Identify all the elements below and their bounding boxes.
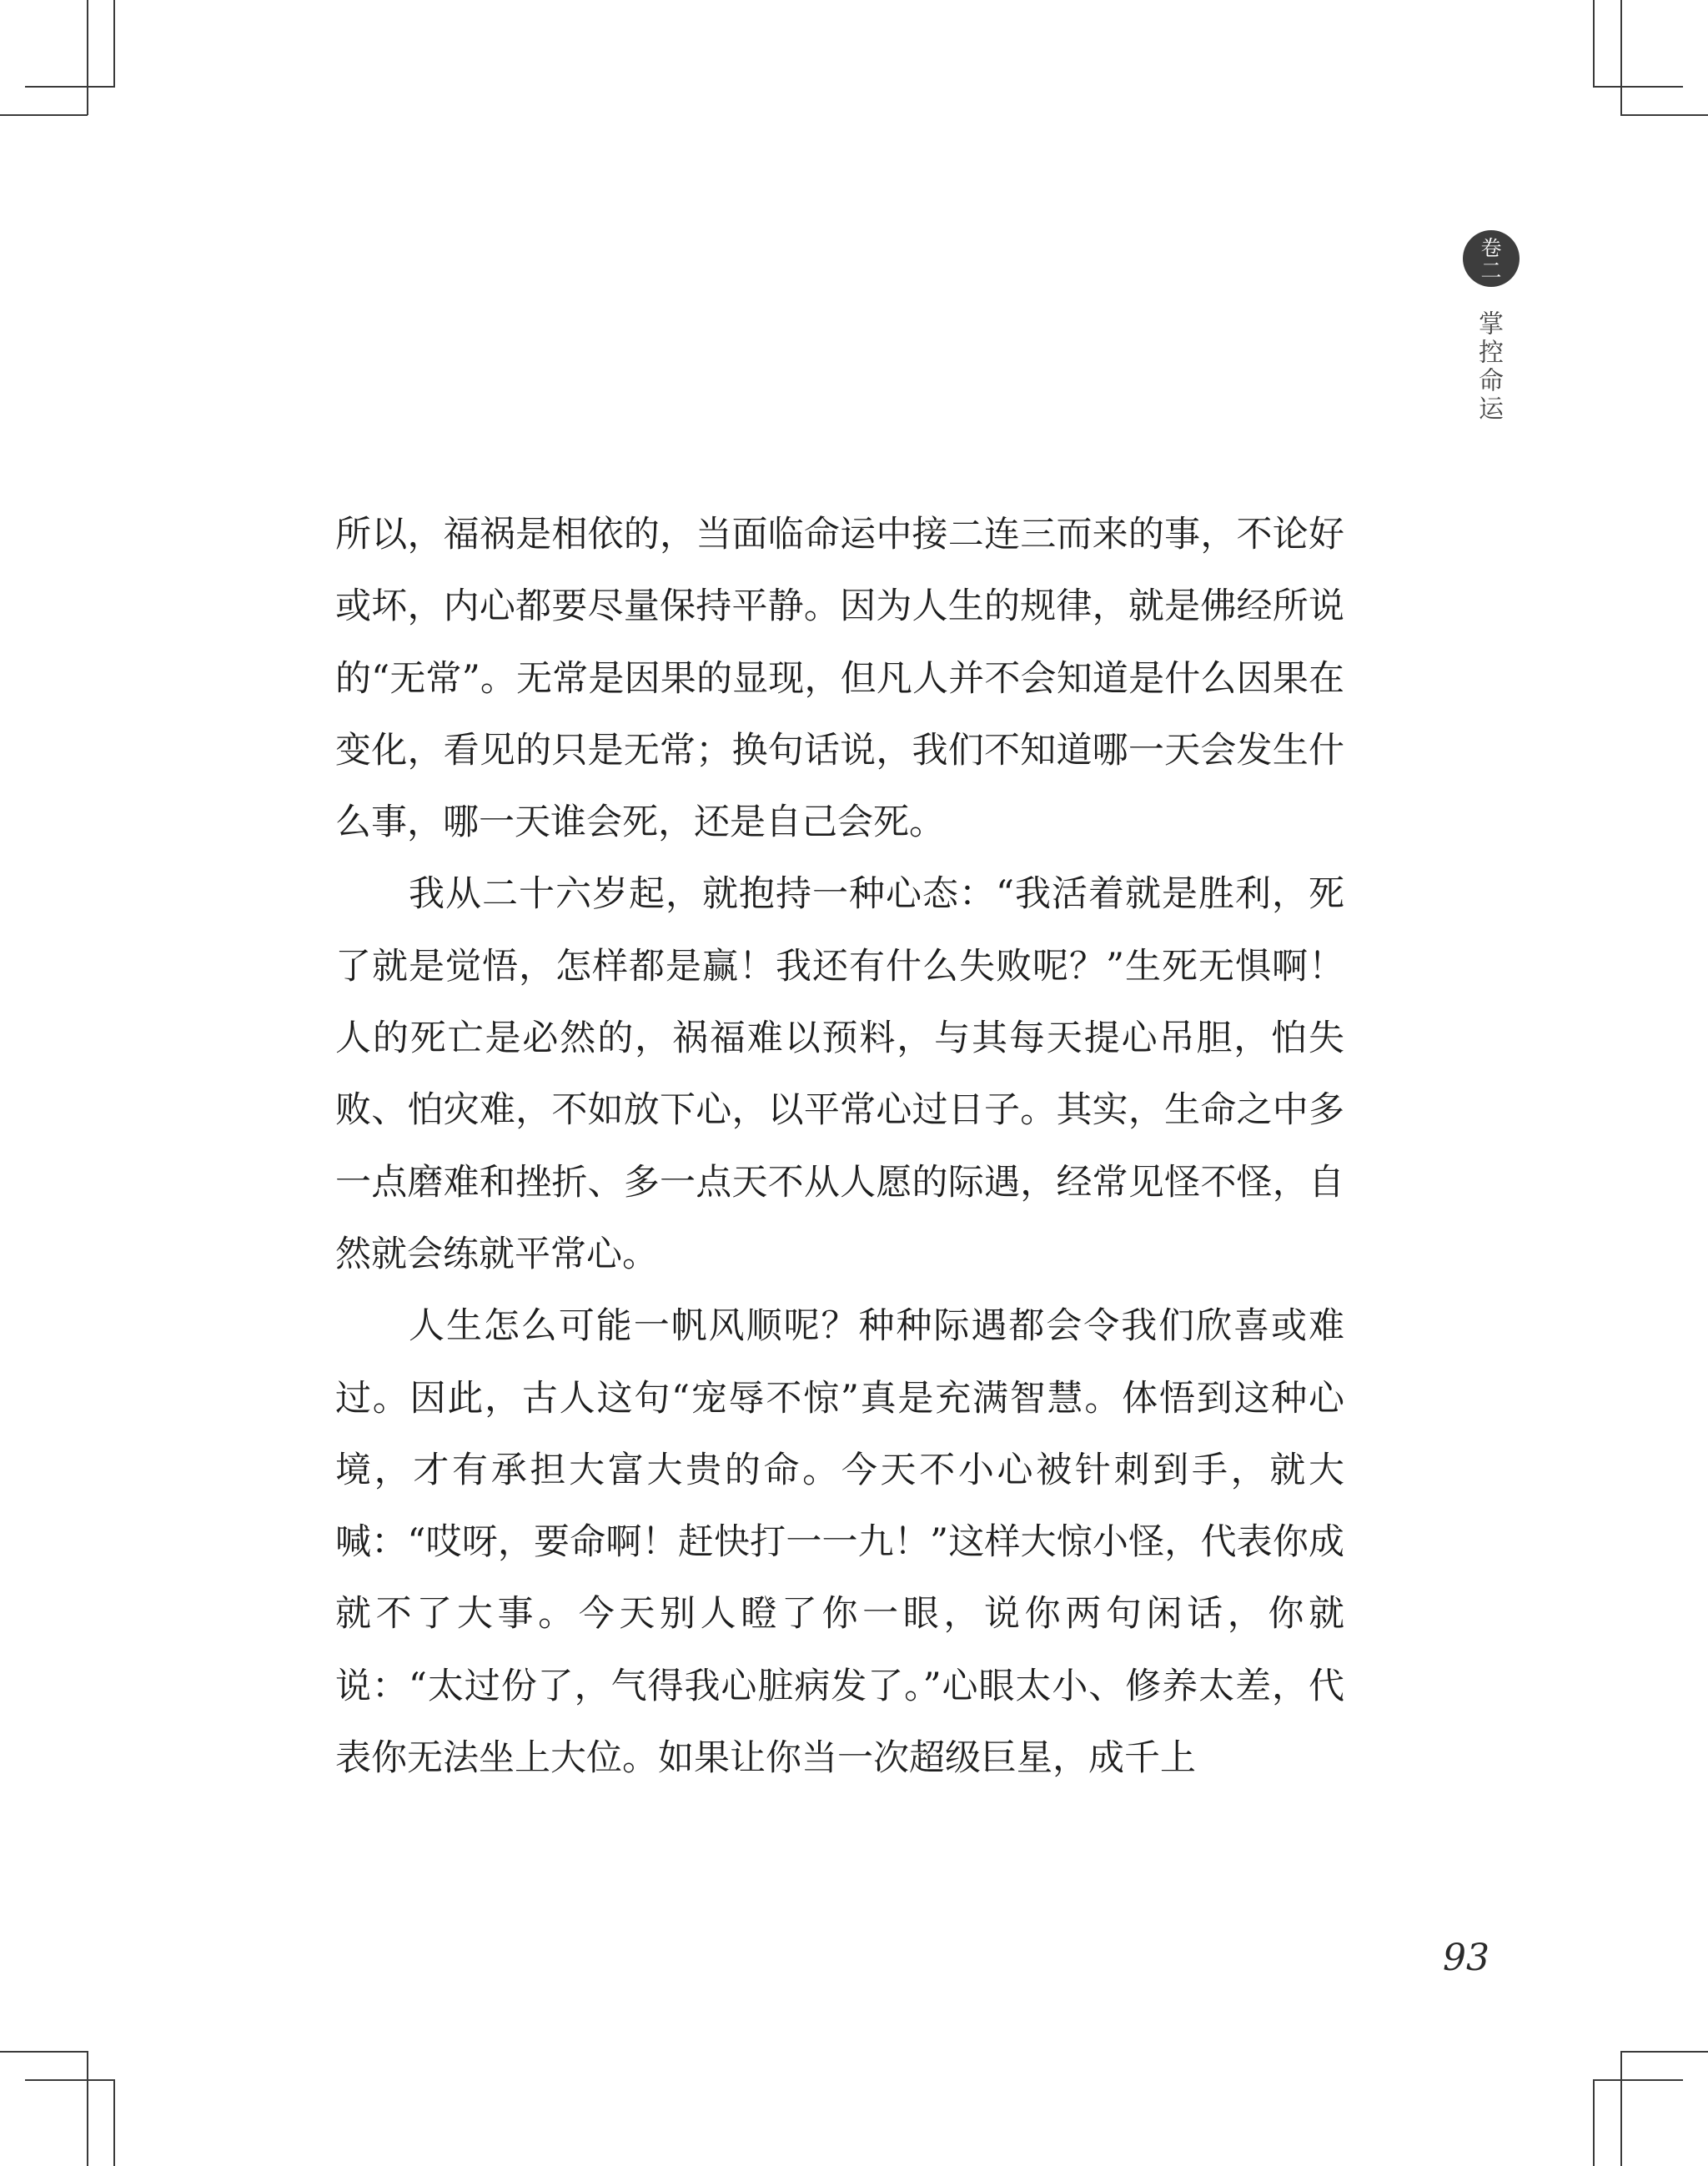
crop-mark xyxy=(1620,114,1708,116)
crop-mark xyxy=(1620,2051,1622,2166)
crop-mark xyxy=(1593,2079,1683,2081)
chapter-badge xyxy=(1463,230,1520,287)
page-number: 93 xyxy=(1443,1937,1489,1979)
crop-mark xyxy=(87,0,88,115)
crop-mark xyxy=(1593,86,1683,88)
crop-mark xyxy=(1620,0,1622,115)
paragraph: 人生怎么可能一帆风顺呢？种种际遇都会令我们欣喜或难过。因此，古人这句“宠辱不惊”真是充满智慧。体悟到这种心境，才有承担大富大贵的命。今天不小心被针刺到手，就大喊：“哎呀，要命啊！赶快打一一九！”这样大惊小怪，代表你成就不了大事。今天别人瞪了你一眼，说你两句闲话，你就说：“太过份了，气得我心脏病发了。”心眼太小、修养太差，代表你无法坐上大位。如果让你当一次超级巨星，成千上 xyxy=(335,1305,1344,1780)
crop-mark xyxy=(1593,0,1595,87)
chapter-badge-line1: 卷 xyxy=(1480,235,1502,260)
paragraph: 所以，福祸是相依的，当面临命运中接二连三而来的事，不论好或坏，内心都要尽量保持平静。因为人生的规律，就是佛经所说的“无常”。无常是因果的显现，但凡人并不会知道是什么因果在变化，看见的只是无常；换句话说，我们不知道哪一天会发生什么事，哪一天谁会死，还是自己会死。 xyxy=(335,514,1344,844)
body-text xyxy=(335,499,1344,1794)
crop-mark xyxy=(0,114,88,116)
crop-mark xyxy=(87,2051,88,2166)
paragraph: 我从二十六岁起，就抱持一种心态：“我活着就是胜利，死了就是觉悟，怎样都是赢！我还有什么失败呢？”生死无惧啊！人的死亡是必然的，祸福难以预料，与其每天提心吊胆，怕失败、怕灾难，不如放下心，以平常心过日子。其实，生命之中多一点磨难和挫折、多一点天不从人愿的际遇，经常见怪不怪，自然就会练就平常心。 xyxy=(335,873,1344,1275)
crop-mark xyxy=(1620,2051,1708,2053)
chapter-badge-line2: 二 xyxy=(1480,258,1502,283)
crop-mark xyxy=(0,2051,88,2053)
crop-mark xyxy=(25,2079,115,2081)
chapter-title: 掌控命运 xyxy=(1474,310,1503,424)
crop-mark xyxy=(1593,2079,1595,2166)
crop-mark xyxy=(113,2079,115,2166)
crop-mark xyxy=(113,0,115,87)
crop-mark xyxy=(25,86,115,88)
